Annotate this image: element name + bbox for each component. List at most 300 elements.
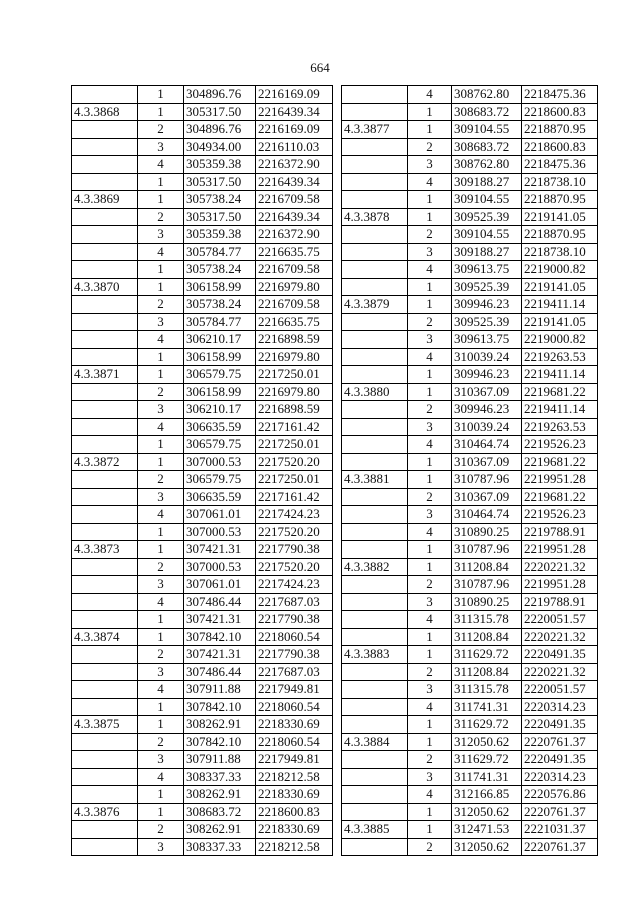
y-coordinate-cell: 2217949.81 (256, 751, 333, 769)
x-coordinate-cell: 307000.53 (184, 558, 256, 576)
x-coordinate-cell: 312471.53 (452, 821, 522, 839)
y-coordinate-cell: 2216635.75 (256, 313, 333, 331)
x-coordinate-cell: 307842.10 (184, 698, 256, 716)
y-coordinate-cell: 2217250.01 (256, 436, 333, 454)
plot-id-cell (342, 436, 408, 454)
plot-id-cell: 4.3.3881 (342, 471, 408, 489)
table-row (72, 261, 333, 279)
plot-id-cell (342, 768, 408, 786)
table-row (342, 488, 598, 506)
x-coordinate-cell: 308683.72 (452, 103, 522, 121)
point-number-cell: 4 (408, 86, 452, 104)
point-number-cell: 1 (138, 523, 184, 541)
x-coordinate-cell: 309188.27 (452, 243, 522, 261)
plot-id-cell (72, 768, 138, 786)
x-coordinate-cell: 309946.23 (452, 296, 522, 314)
point-number-cell: 2 (408, 576, 452, 594)
y-coordinate-cell: 2217790.38 (256, 646, 333, 664)
table-row (342, 331, 598, 349)
table-row (72, 86, 333, 104)
table-row (342, 541, 598, 559)
plot-id-cell (342, 138, 408, 156)
plot-id-cell (342, 191, 408, 209)
y-coordinate-cell: 2220576.86 (522, 786, 598, 804)
table-row (72, 593, 333, 611)
plot-id-cell (342, 523, 408, 541)
x-coordinate-cell: 309525.39 (452, 278, 522, 296)
plot-id-cell (342, 86, 408, 104)
x-coordinate-cell: 307421.31 (184, 646, 256, 664)
x-coordinate-cell: 307421.31 (184, 611, 256, 629)
table-row (72, 506, 333, 524)
x-coordinate-cell: 306635.59 (184, 418, 256, 436)
point-number-cell: 3 (138, 226, 184, 244)
table-row (72, 558, 333, 576)
x-coordinate-cell: 311315.78 (452, 611, 522, 629)
x-coordinate-cell: 305738.24 (184, 261, 256, 279)
plot-id-cell: 4.3.3883 (342, 646, 408, 664)
y-coordinate-cell: 2219000.82 (522, 261, 598, 279)
table-row (72, 681, 333, 699)
x-coordinate-cell: 310787.96 (452, 576, 522, 594)
y-coordinate-cell: 2216372.90 (256, 226, 333, 244)
x-coordinate-cell: 308262.91 (184, 786, 256, 804)
point-number-cell: 1 (408, 383, 452, 401)
x-coordinate-cell: 307842.10 (184, 733, 256, 751)
y-coordinate-cell: 2218060.54 (256, 733, 333, 751)
plot-id-cell (342, 786, 408, 804)
y-coordinate-cell: 2217250.01 (256, 471, 333, 489)
y-coordinate-cell: 2219788.91 (522, 593, 598, 611)
x-coordinate-cell: 307000.53 (184, 453, 256, 471)
point-number-cell: 1 (408, 558, 452, 576)
x-coordinate-cell: 307486.44 (184, 593, 256, 611)
table-row (72, 278, 333, 296)
point-number-cell: 4 (138, 331, 184, 349)
x-coordinate-cell: 307061.01 (184, 506, 256, 524)
x-coordinate-cell: 305784.77 (184, 313, 256, 331)
point-number-cell: 3 (408, 593, 452, 611)
point-number-cell: 2 (408, 401, 452, 419)
y-coordinate-cell: 2216979.80 (256, 278, 333, 296)
plot-id-cell (72, 331, 138, 349)
plot-id-cell (72, 313, 138, 331)
plot-id-cell (342, 103, 408, 121)
x-coordinate-cell: 306158.99 (184, 278, 256, 296)
point-number-cell: 1 (408, 821, 452, 839)
y-coordinate-cell: 2216709.58 (256, 261, 333, 279)
table-row (342, 733, 598, 751)
table-row (342, 313, 598, 331)
point-number-cell: 1 (138, 786, 184, 804)
point-number-cell: 2 (138, 471, 184, 489)
x-coordinate-cell: 309946.23 (452, 401, 522, 419)
plot-id-cell (72, 261, 138, 279)
plot-id-cell: 4.3.3880 (342, 383, 408, 401)
plot-id-cell (72, 138, 138, 156)
y-coordinate-cell: 2216979.80 (256, 383, 333, 401)
x-coordinate-cell: 306579.75 (184, 471, 256, 489)
point-number-cell: 1 (408, 296, 452, 314)
plot-id-cell (72, 506, 138, 524)
table-row (342, 593, 598, 611)
x-coordinate-cell: 309188.27 (452, 173, 522, 191)
point-number-cell: 1 (408, 646, 452, 664)
y-coordinate-cell: 2218060.54 (256, 698, 333, 716)
plot-id-cell (72, 821, 138, 839)
point-number-cell: 3 (408, 331, 452, 349)
plot-id-cell (342, 243, 408, 261)
point-number-cell: 1 (408, 453, 452, 471)
x-coordinate-cell: 305359.38 (184, 156, 256, 174)
y-coordinate-cell: 2219951.28 (522, 541, 598, 559)
point-number-cell: 1 (408, 366, 452, 384)
point-number-cell: 1 (408, 803, 452, 821)
y-coordinate-cell: 2219411.14 (522, 401, 598, 419)
plot-id-cell (72, 663, 138, 681)
point-number-cell: 1 (138, 86, 184, 104)
table-row (342, 558, 598, 576)
table-row (342, 803, 598, 821)
table-row (342, 506, 598, 524)
table-row (342, 121, 598, 139)
point-number-cell: 4 (408, 698, 452, 716)
plot-id-cell: 4.3.3876 (72, 803, 138, 821)
x-coordinate-cell: 307061.01 (184, 576, 256, 594)
table-row (342, 523, 598, 541)
y-coordinate-cell: 2220221.32 (522, 663, 598, 681)
y-coordinate-cell: 2219951.28 (522, 471, 598, 489)
x-coordinate-cell: 309104.55 (452, 191, 522, 209)
plot-id-cell (72, 488, 138, 506)
point-number-cell: 2 (408, 313, 452, 331)
y-coordinate-cell: 2216110.03 (256, 138, 333, 156)
x-coordinate-cell: 306158.99 (184, 383, 256, 401)
x-coordinate-cell: 311208.84 (452, 663, 522, 681)
table-row (72, 541, 333, 559)
y-coordinate-cell: 2219951.28 (522, 576, 598, 594)
y-coordinate-cell: 2217687.03 (256, 663, 333, 681)
table-row (72, 663, 333, 681)
y-coordinate-cell: 2220761.37 (522, 838, 598, 856)
plot-id-cell (342, 226, 408, 244)
plot-id-cell (342, 278, 408, 296)
point-number-cell: 3 (138, 576, 184, 594)
point-number-cell: 2 (138, 121, 184, 139)
x-coordinate-cell: 305738.24 (184, 191, 256, 209)
table-row (72, 191, 333, 209)
table-row (72, 751, 333, 769)
y-coordinate-cell: 2218600.83 (522, 103, 598, 121)
y-coordinate-cell: 2216635.75 (256, 243, 333, 261)
point-number-cell: 4 (408, 261, 452, 279)
plot-id-cell (72, 838, 138, 856)
table-row (342, 576, 598, 594)
plot-id-cell: 4.3.3870 (72, 278, 138, 296)
table-row (342, 173, 598, 191)
y-coordinate-cell: 2218330.69 (256, 821, 333, 839)
x-coordinate-cell: 308337.33 (184, 768, 256, 786)
x-coordinate-cell: 310890.25 (452, 523, 522, 541)
point-number-cell: 2 (138, 646, 184, 664)
table-row (72, 803, 333, 821)
plot-id-cell: 4.3.3871 (72, 366, 138, 384)
point-number-cell: 1 (408, 208, 452, 226)
x-coordinate-cell: 311629.72 (452, 751, 522, 769)
point-number-cell: 3 (408, 243, 452, 261)
x-coordinate-cell: 309525.39 (452, 313, 522, 331)
plot-id-cell: 4.3.3868 (72, 103, 138, 121)
x-coordinate-cell: 308262.91 (184, 821, 256, 839)
y-coordinate-cell: 2218738.10 (522, 243, 598, 261)
x-coordinate-cell: 309104.55 (452, 121, 522, 139)
y-coordinate-cell: 2217687.03 (256, 593, 333, 611)
plot-id-cell (342, 541, 408, 559)
y-coordinate-cell: 2219141.05 (522, 278, 598, 296)
x-coordinate-cell: 307421.31 (184, 541, 256, 559)
plot-id-cell (342, 593, 408, 611)
table-row (72, 646, 333, 664)
plot-id-cell (72, 558, 138, 576)
plot-id-cell (342, 681, 408, 699)
table-row (342, 383, 598, 401)
x-coordinate-cell: 310464.74 (452, 436, 522, 454)
table-row (342, 278, 598, 296)
y-coordinate-cell: 2219141.05 (522, 208, 598, 226)
point-number-cell: 4 (138, 506, 184, 524)
point-number-cell: 1 (408, 716, 452, 734)
point-number-cell: 1 (138, 716, 184, 734)
y-coordinate-cell: 2217161.42 (256, 418, 333, 436)
x-coordinate-cell: 308762.80 (452, 86, 522, 104)
point-number-cell: 4 (138, 593, 184, 611)
point-number-cell: 2 (138, 733, 184, 751)
point-number-cell: 4 (138, 156, 184, 174)
table-row (72, 733, 333, 751)
table-row (72, 121, 333, 139)
point-number-cell: 2 (408, 226, 452, 244)
x-coordinate-cell: 310367.09 (452, 488, 522, 506)
table-row (342, 226, 598, 244)
table-row (342, 838, 598, 856)
table-row (342, 663, 598, 681)
y-coordinate-cell: 2218475.36 (522, 156, 598, 174)
table-row (342, 401, 598, 419)
x-coordinate-cell: 310464.74 (452, 506, 522, 524)
point-number-cell: 4 (138, 418, 184, 436)
point-number-cell: 2 (138, 296, 184, 314)
y-coordinate-cell: 2220761.37 (522, 733, 598, 751)
plot-id-cell (72, 786, 138, 804)
table-row (342, 366, 598, 384)
y-coordinate-cell: 2218212.58 (256, 838, 333, 856)
table-row (342, 786, 598, 804)
y-coordinate-cell: 2216979.80 (256, 348, 333, 366)
point-number-cell: 4 (138, 243, 184, 261)
plot-id-cell (72, 681, 138, 699)
x-coordinate-cell: 304896.76 (184, 86, 256, 104)
point-number-cell: 1 (138, 173, 184, 191)
table-row (72, 348, 333, 366)
table-row (72, 226, 333, 244)
x-coordinate-cell: 310787.96 (452, 471, 522, 489)
table-row (72, 401, 333, 419)
x-coordinate-cell: 306210.17 (184, 401, 256, 419)
y-coordinate-cell: 2218600.83 (256, 803, 333, 821)
plot-id-cell (72, 348, 138, 366)
point-number-cell: 1 (408, 541, 452, 559)
y-coordinate-cell: 2219411.14 (522, 366, 598, 384)
y-coordinate-cell: 2216169.09 (256, 121, 333, 139)
point-number-cell: 4 (408, 173, 452, 191)
point-number-cell: 1 (408, 628, 452, 646)
y-coordinate-cell: 2220314.23 (522, 698, 598, 716)
plot-id-cell (342, 716, 408, 734)
plot-id-cell: 4.3.3882 (342, 558, 408, 576)
x-coordinate-cell: 308262.91 (184, 716, 256, 734)
y-coordinate-cell: 2217520.20 (256, 453, 333, 471)
plot-id-cell (72, 296, 138, 314)
table-row (72, 698, 333, 716)
x-coordinate-cell: 310367.09 (452, 383, 522, 401)
y-coordinate-cell: 2218475.36 (522, 86, 598, 104)
y-coordinate-cell: 2218870.95 (522, 121, 598, 139)
point-number-cell: 2 (138, 383, 184, 401)
y-coordinate-cell: 2219263.53 (522, 418, 598, 436)
plot-id-cell (72, 86, 138, 104)
y-coordinate-cell: 2219788.91 (522, 523, 598, 541)
x-coordinate-cell: 305359.38 (184, 226, 256, 244)
table-row (72, 208, 333, 226)
table-row (72, 838, 333, 856)
table-row (342, 243, 598, 261)
x-coordinate-cell: 311629.72 (452, 646, 522, 664)
y-coordinate-cell: 2216439.34 (256, 103, 333, 121)
x-coordinate-cell: 311208.84 (452, 558, 522, 576)
table-row (72, 156, 333, 174)
plot-id-cell (72, 156, 138, 174)
x-coordinate-cell: 306579.75 (184, 366, 256, 384)
table-row (342, 646, 598, 664)
plot-id-cell (342, 751, 408, 769)
table-row (342, 156, 598, 174)
x-coordinate-cell: 308337.33 (184, 838, 256, 856)
plot-id-cell (342, 698, 408, 716)
table-row (72, 366, 333, 384)
x-coordinate-cell: 306579.75 (184, 436, 256, 454)
x-coordinate-cell: 310039.24 (452, 348, 522, 366)
point-number-cell: 3 (408, 768, 452, 786)
x-coordinate-cell: 305317.50 (184, 103, 256, 121)
table-row (72, 488, 333, 506)
y-coordinate-cell: 2220491.35 (522, 751, 598, 769)
table-row (342, 348, 598, 366)
plot-id-cell (72, 243, 138, 261)
table-row (72, 243, 333, 261)
point-number-cell: 2 (408, 663, 452, 681)
x-coordinate-cell: 307911.88 (184, 681, 256, 699)
y-coordinate-cell: 2218600.83 (522, 138, 598, 156)
plot-id-cell (72, 523, 138, 541)
table-row (72, 786, 333, 804)
x-coordinate-cell: 312050.62 (452, 803, 522, 821)
plot-id-cell (72, 401, 138, 419)
point-number-cell: 3 (138, 663, 184, 681)
plot-id-cell (342, 803, 408, 821)
x-coordinate-cell: 311629.72 (452, 716, 522, 734)
x-coordinate-cell: 311315.78 (452, 681, 522, 699)
plot-id-cell (72, 208, 138, 226)
x-coordinate-cell: 305317.50 (184, 173, 256, 191)
plot-id-cell (342, 453, 408, 471)
y-coordinate-cell: 2216898.59 (256, 401, 333, 419)
table-row (342, 681, 598, 699)
point-number-cell: 2 (408, 138, 452, 156)
point-number-cell: 2 (138, 208, 184, 226)
y-coordinate-cell: 2217424.23 (256, 576, 333, 594)
point-number-cell: 3 (408, 506, 452, 524)
table-row (72, 138, 333, 156)
plot-id-cell (342, 628, 408, 646)
table-row (72, 296, 333, 314)
plot-id-cell (342, 173, 408, 191)
point-number-cell: 4 (408, 786, 452, 804)
y-coordinate-cell: 2219141.05 (522, 313, 598, 331)
point-number-cell: 3 (138, 488, 184, 506)
y-coordinate-cell: 2217424.23 (256, 506, 333, 524)
point-number-cell: 2 (408, 838, 452, 856)
table-row (72, 313, 333, 331)
y-coordinate-cell: 2218330.69 (256, 786, 333, 804)
y-coordinate-cell: 2216439.34 (256, 173, 333, 191)
y-coordinate-cell: 2216439.34 (256, 208, 333, 226)
y-coordinate-cell: 2218870.95 (522, 191, 598, 209)
table-row (72, 523, 333, 541)
table-row (72, 821, 333, 839)
table-row (342, 768, 598, 786)
point-number-cell: 2 (138, 558, 184, 576)
table-row (72, 436, 333, 454)
y-coordinate-cell: 2217250.01 (256, 366, 333, 384)
x-coordinate-cell: 309613.75 (452, 331, 522, 349)
point-number-cell: 2 (408, 488, 452, 506)
plot-id-cell: 4.3.3874 (72, 628, 138, 646)
y-coordinate-cell: 2216372.90 (256, 156, 333, 174)
x-coordinate-cell: 308683.72 (452, 138, 522, 156)
point-number-cell: 1 (408, 103, 452, 121)
point-number-cell: 1 (138, 628, 184, 646)
y-coordinate-cell: 2219681.22 (522, 383, 598, 401)
x-coordinate-cell: 309613.75 (452, 261, 522, 279)
coordinates-table-left (71, 85, 333, 856)
plot-id-cell (72, 471, 138, 489)
point-number-cell: 1 (138, 191, 184, 209)
point-number-cell: 1 (408, 733, 452, 751)
x-coordinate-cell: 305317.50 (184, 208, 256, 226)
point-number-cell: 1 (138, 366, 184, 384)
plot-id-cell (342, 838, 408, 856)
point-number-cell: 1 (138, 803, 184, 821)
point-number-cell: 3 (408, 681, 452, 699)
x-coordinate-cell: 306158.99 (184, 348, 256, 366)
x-coordinate-cell: 310367.09 (452, 453, 522, 471)
table-row (342, 261, 598, 279)
plot-id-cell (72, 593, 138, 611)
table-row (72, 418, 333, 436)
plot-id-cell (342, 156, 408, 174)
page-number: 664 (310, 60, 330, 75)
table-row (342, 436, 598, 454)
